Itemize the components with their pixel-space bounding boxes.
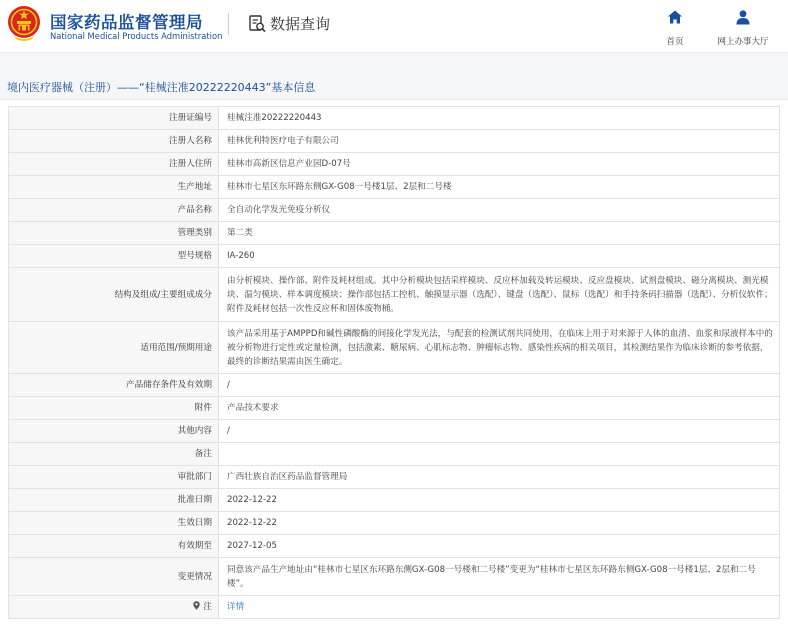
table-row: [9, 489, 780, 512]
site-header: [0, 0, 788, 52]
field-label: 生产地址: [9, 176, 219, 199]
field-label: 其他内容: [9, 420, 219, 443]
field-value: 2022-12-22: [219, 512, 780, 535]
record-title-bar: [0, 74, 788, 100]
table-row: [9, 176, 780, 199]
nav-online-office-button[interactable]: [708, 9, 778, 48]
query-title: 数据查询: [270, 15, 331, 33]
table-row: [9, 374, 780, 397]
field-value: 2027-12-05: [219, 535, 780, 558]
field-value: 桂林优利特医疗电子有限公司: [219, 130, 780, 153]
org-name-en: National Medical Products Administration: [50, 31, 223, 41]
field-value: 由分析模块、操作部、附件及耗材组成。其中分析模块包括采样模块、反应杯加载及转运模块、反应盘模块、试剂盘模块、磁分离模块、测光模块、温匀模块、样本调度模块；操作部包括工控机、触摸显示器（选配）、键盘（选配）、鼠标（选配）和手持条码扫描器（选配）、分析仪软件；附件及耗材包括一次性反应杯和固体废物桶。: [219, 268, 780, 322]
table-row: [9, 268, 780, 322]
field-label: 注册人名称: [9, 130, 219, 153]
table-row: [9, 596, 780, 619]
field-value: /: [219, 420, 780, 443]
field-label: 型号规格: [9, 245, 219, 268]
field-label: 生效日期: [9, 512, 219, 535]
table-row: [9, 466, 780, 489]
field-value: 该产品采用基于AMPPD和碱性磷酸酶的间接化学发光法，与配套的检测试剂共同使用，在临床上用于对来源于人体的血清、血浆和尿液样本中的被分析物进行定性或定量检测，包括激素、糖尿病、心肌标志物、肿瘤标志物、感染性疾病的相关项目，其检测结果作为临床诊断的参考依据，最终的诊断结果需由医生确定。: [219, 322, 780, 374]
table-row: [9, 322, 780, 374]
field-label: 产品名称: [9, 199, 219, 222]
registration-info-table: [8, 106, 780, 619]
field-label: 注册人住所: [9, 153, 219, 176]
table-row: [9, 107, 780, 130]
table-row: [9, 199, 780, 222]
field-label: 有效期至: [9, 535, 219, 558]
field-value: 广西壮族自治区药品监督管理局: [219, 466, 780, 489]
table-row: [9, 130, 780, 153]
field-value: 桂林市高新区信息产业园D-07号: [219, 153, 780, 176]
header-separator-band: [0, 52, 788, 74]
field-label: 备注: [9, 443, 219, 466]
table-row: [9, 535, 780, 558]
info-panel: [0, 100, 788, 619]
field-value: /: [219, 374, 780, 397]
field-label: 变更情况: [9, 558, 219, 596]
data-query-icon: [249, 15, 266, 33]
field-label: 附件: [9, 397, 219, 420]
nav-online-office-label: 网上办事大厅: [717, 37, 769, 47]
field-label: 注册证编号: [9, 107, 219, 130]
details-cell: [219, 596, 780, 619]
field-value: 2022-12-22: [219, 489, 780, 512]
header-divider: [228, 13, 229, 35]
field-label: 管理类别: [9, 222, 219, 245]
table-row: [9, 512, 780, 535]
field-value: 桂林市七星区东环路东侧GX-G08一号楼1层、2层和二号楼: [219, 176, 780, 199]
field-label: 产品储存条件及有效期: [9, 374, 219, 397]
org-name-cn: 国家药品监督管理局: [50, 13, 203, 32]
user-icon: [735, 9, 751, 25]
table-row: [9, 443, 780, 466]
details-link[interactable]: 详情: [227, 602, 245, 612]
note-label-cell: [9, 596, 219, 619]
field-label: 批准日期: [9, 489, 219, 512]
field-label: 注: [203, 602, 212, 612]
field-value: [219, 443, 780, 466]
field-value: 桂械注准20222220443: [219, 107, 780, 130]
home-icon: [667, 9, 683, 25]
record-title: 境内医疗器械（注册）——“桂械注准20222220443”基本信息: [7, 80, 316, 94]
table-row: [9, 245, 780, 268]
national-emblem-icon: [6, 4, 42, 42]
field-value: 同意该产品生产地址由“桂林市七星区东环路东侧GX-G08一号楼和二号楼”变更为“桂林市七星区东环路东侧GX-G08一号楼1层、2层和二号楼”。: [219, 558, 780, 596]
location-pin-icon: [193, 601, 200, 610]
field-value: 第二类: [219, 222, 780, 245]
field-value: IA-260: [219, 245, 780, 268]
field-label: 适用范围/预期用途: [9, 322, 219, 374]
field-value: 全自动化学发光免疫分析仪: [219, 199, 780, 222]
table-row: [9, 153, 780, 176]
field-value: 产品技术要求: [219, 397, 780, 420]
table-row: [9, 397, 780, 420]
nav-home-button[interactable]: [658, 9, 692, 48]
table-row: [9, 558, 780, 596]
table-row: [9, 222, 780, 245]
field-label: 结构及组成/主要组成成分: [9, 268, 219, 322]
table-row: [9, 420, 780, 443]
field-label: 审批部门: [9, 466, 219, 489]
nav-home-label: 首页: [666, 37, 684, 47]
